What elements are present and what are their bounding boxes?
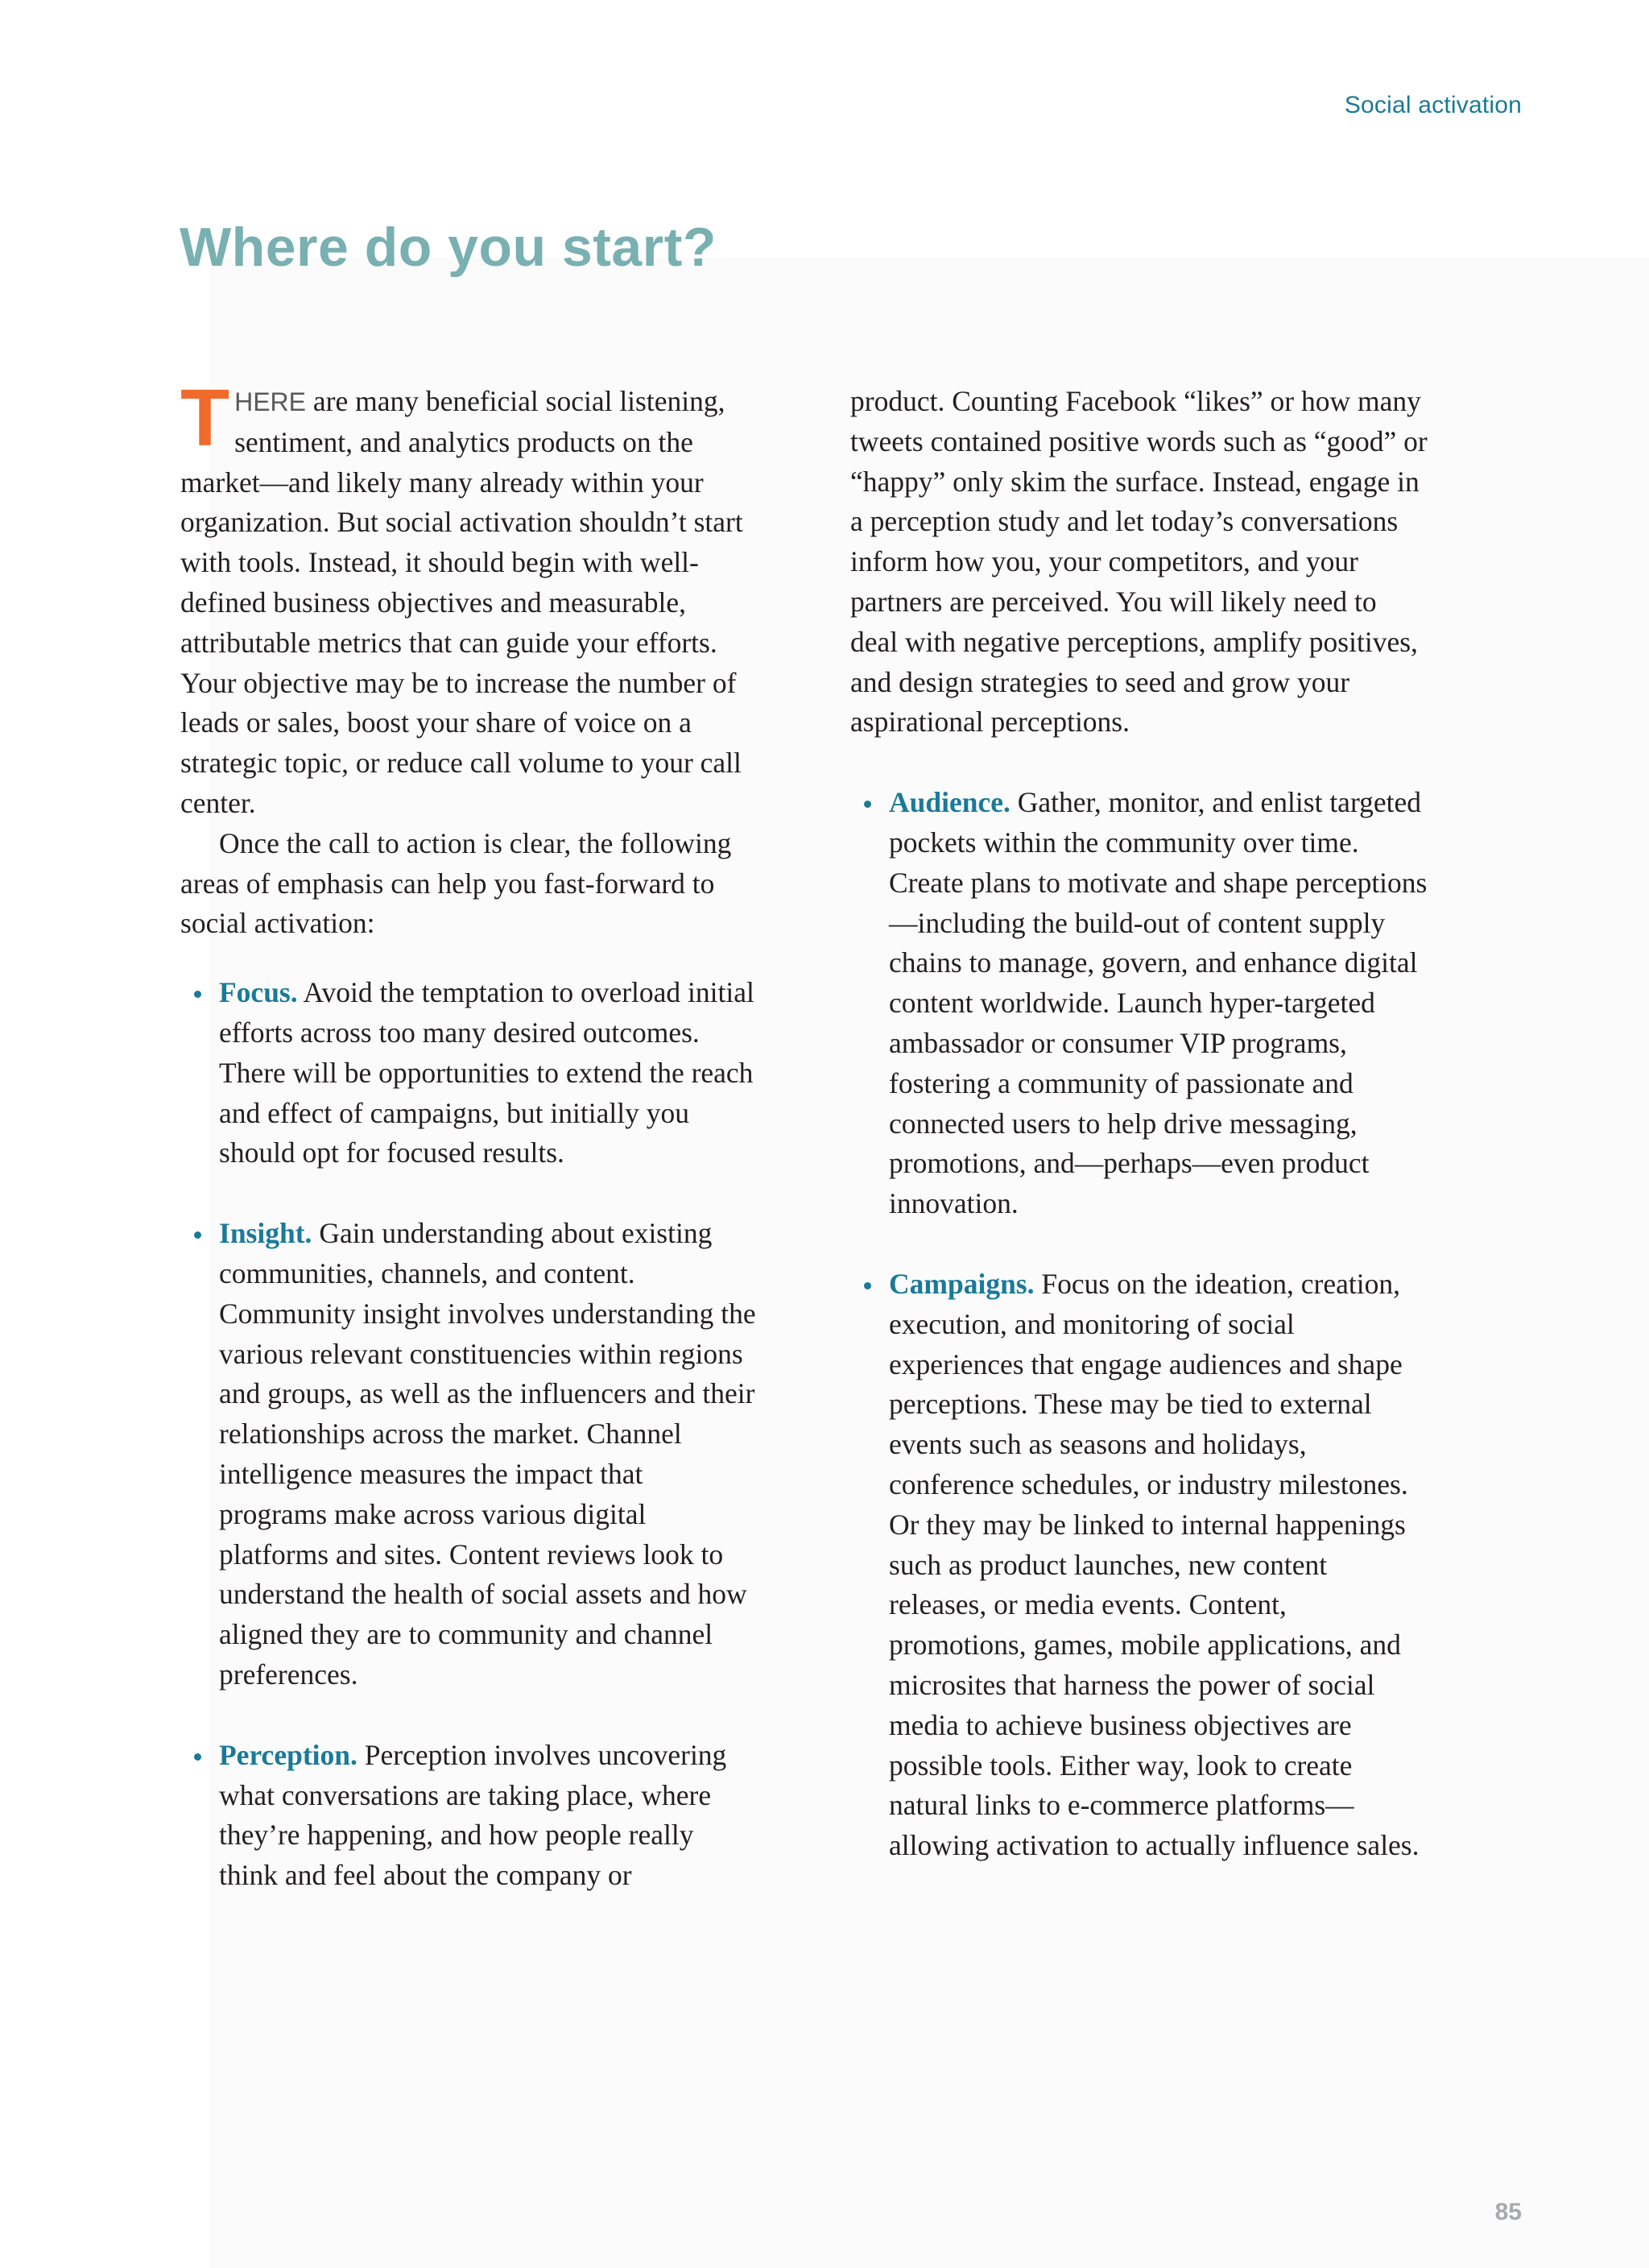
body-paragraph: Once the call to action is clear, the following areas of emphasis can help you fast-forward to social activation:: [180, 826, 732, 940]
bullet-text: Perception involves uncovering what conversations are taking place, where they’re happening, and how people really think and feel about the company or: [219, 1738, 727, 1892]
bullet-text: Avoid the temptation to overload initial efforts across too many desired outcomes. There will be opportunities to extend the reach and effect of campaigns, but initially you should opt for focused results.: [219, 976, 754, 1169]
list-item-campaigns: [850, 1264, 1430, 1866]
list-item-audience: [850, 783, 1430, 1224]
lead-in-text: HERE: [234, 387, 306, 416]
drop-cap: T: [180, 373, 230, 463]
intro-paragraph: [180, 373, 757, 824]
list-item-insight: [180, 1214, 757, 1695]
perception-continuation: product. Counting Facebook “likes” or how many tweets contained positive words such as “good” or “happy” only skim the surface. Instead, engage in a perception study and let today’s conversations inform how you, your competitors, and your partners are perceived. You will likely need to deal with negative perceptions, amplify positives, and design strategies to seed and grow your aspirational perceptions.: [850, 385, 1428, 739]
running-head: Social activation: [1344, 92, 1522, 118]
emphasis-list-right: [850, 783, 1430, 1866]
bullet-text: Gain understanding about existing communities, channels, and content. Community insight involves understanding the various relevant constituencies within regions and groups, as well as the influencers and their relationships across the market. Channel intelligence measures the impact that programs make across various digital platforms and sites. Content reviews look to understand the health of social assets and how aligned they are to community and channel preferences.: [219, 1217, 756, 1691]
page-title: Where do you start?: [180, 217, 717, 278]
bullet-label: Perception.: [219, 1738, 357, 1771]
right-column: [850, 382, 1430, 1906]
bullet-label: Insight.: [219, 1217, 312, 1250]
left-column: [180, 373, 757, 1936]
intro-text: are many beneficial social listening, sentiment, and analytics products on the market—and likely many already within your organization. But social activation shouldn’t start with tools. Instead, it should begin with well-defined business objectives and measurable, attributable metrics that can guide your efforts. Your objective may be to increase the number of leads or sales, boost your share of voice on a strategic topic, or reduce call volume to your call center.: [180, 385, 743, 819]
bullet-text: Gather, monitor, and enlist targeted pockets within the community over time. Create plans to motivate and shape perceptions—including the build-out of content supply chains to manage, govern, and enhance digital content worldwide. Launch hyper-targeted ambassador or consumer VIP programs, fostering a community of passionate and connected users to help drive messaging, promotions, and—perhaps—even product innovation.: [889, 786, 1428, 1220]
page-number: 85: [1494, 2199, 1522, 2225]
bullet-label: Campaigns.: [889, 1267, 1035, 1300]
list-item-focus: [180, 973, 757, 1173]
list-item-perception: [180, 1736, 757, 1896]
bullet-label: Focus.: [219, 976, 298, 1009]
bullet-text: Focus on the ideation, creation, execution, and monitoring of social experiences that engage audiences and shape perceptions. These may be tied to external events such as seasons and holidays, conference schedules, or industry milestones. Or they may be linked to internal happenings such as product launches, new content releases, or media events. Content, promotions, games, mobile applications, and microsites that harness the power of social media to achieve business objectives are possible tools. Either way, look to create natural links to e-commerce platforms—allowing activation to actually influence sales.: [889, 1267, 1420, 1862]
bullet-label: Audience.: [889, 786, 1010, 819]
emphasis-list-left: [180, 973, 757, 1896]
